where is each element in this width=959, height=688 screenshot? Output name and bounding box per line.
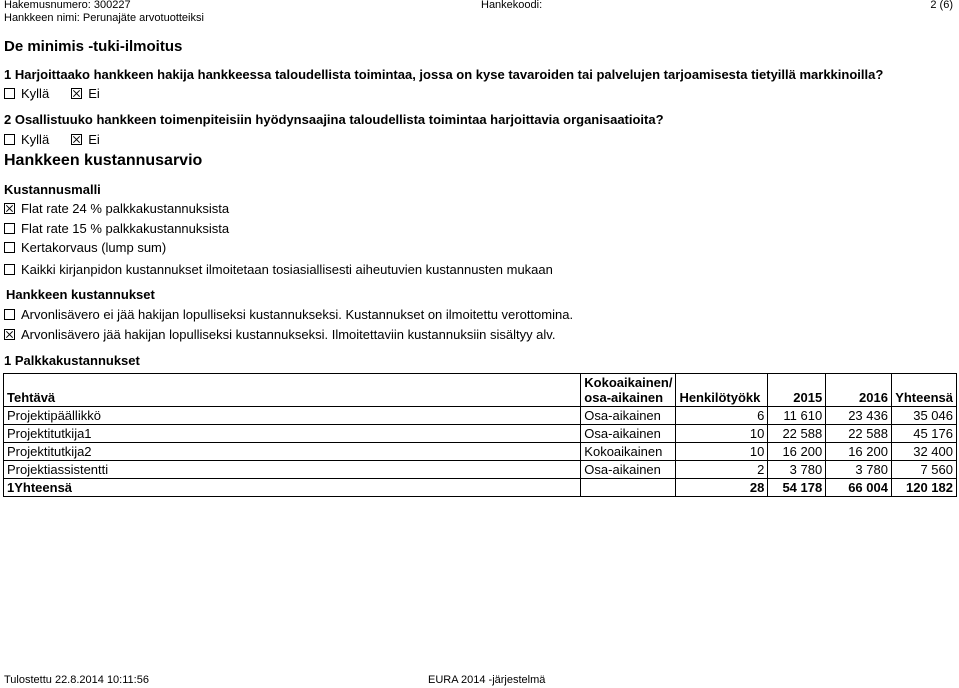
total-2016: 66 004 (826, 479, 892, 497)
cost-model-option[interactable] (4, 262, 553, 277)
cell-2015: 11 610 (768, 407, 826, 425)
cell-2016: 22 588 (826, 425, 892, 443)
cell-2016: 23 436 (826, 407, 892, 425)
vat-option[interactable] (4, 327, 555, 342)
checkbox-icon[interactable] (4, 242, 15, 253)
cell-2015: 3 780 (768, 461, 826, 479)
application-number: Hakemusnumero: 300227 (4, 0, 131, 11)
column-header-type-line2: osa-aikainen (584, 390, 664, 405)
table-row (4, 407, 957, 425)
table-total-row (4, 479, 957, 497)
column-header-person-months: Henkilötyökk (676, 374, 768, 407)
cost-model-option-label: Flat rate 15 % palkkakustannuksista (21, 221, 230, 236)
cell-total: 32 400 (891, 443, 956, 461)
table-row (4, 461, 957, 479)
deminimis-question-1: 1 Harjoittaako hankkeen hakija hankkeessa taloudellista toimintaa, jossa on kyse tavaroiden tai palvelujen tarjoamisesta tietyillä markkinoilla? (4, 67, 884, 82)
checkbox-icon[interactable] (4, 88, 15, 99)
column-header-2015: 2015 (768, 374, 826, 407)
column-header-2016: 2016 (826, 374, 892, 407)
column-header-employment-type (581, 374, 676, 407)
deminimis-title: De minimis -tuki-ilmoitus (4, 38, 183, 55)
total-2015: 54 178 (768, 479, 826, 497)
cell-months: 10 (676, 425, 768, 443)
cell-2015: 22 588 (768, 425, 826, 443)
vat-option-label: Arvonlisävero ei jää hakijan lopulliseksi kustannukseksi. Kustannukset on ilmoitettu verottomina. (21, 307, 574, 322)
cell-type: Osa-aikainen (581, 425, 676, 443)
checkbox-icon[interactable] (71, 134, 82, 145)
question-1-no-label: Ei (88, 86, 100, 101)
deminimis-question-2: 2 Osallistuuko hankkeen toimenpiteisiin hyödynsaajina taloudellista toimintaa harjoittavia organisaatioita? (4, 112, 664, 127)
question-2-no[interactable] (71, 132, 100, 147)
checkbox-icon[interactable] (4, 134, 15, 145)
total-sum: 120 182 (891, 479, 956, 497)
table-header-row (4, 374, 957, 407)
cell-task: Projektiassistentti (4, 461, 581, 479)
vat-option-label: Arvonlisävero jää hakijan lopulliseksi kustannukseksi. Ilmoitettaviin kustannuksiin sisältyy alv. (21, 327, 556, 342)
project-costs-heading: Hankkeen kustannukset (6, 287, 155, 302)
cell-type: Kokoaikainen (581, 443, 676, 461)
cell-task: Projektipäällikkö (4, 407, 581, 425)
total-months: 28 (676, 479, 768, 497)
cell-type: Osa-aikainen (581, 461, 676, 479)
cell-2016: 16 200 (826, 443, 892, 461)
total-label: 1Yhteensä (4, 479, 581, 497)
cell-2015: 16 200 (768, 443, 826, 461)
table-row (4, 425, 957, 443)
question-1-yes[interactable] (4, 86, 49, 101)
cost-model-option[interactable] (4, 240, 166, 255)
cost-model-option[interactable] (4, 221, 229, 236)
column-header-task: Tehtävä (4, 374, 581, 407)
question-2-no-label: Ei (88, 132, 100, 147)
question-1-answers (4, 86, 122, 101)
cost-model-option-label: Flat rate 24 % palkkakustannuksista (21, 201, 230, 216)
checkbox-icon[interactable] (71, 88, 82, 99)
column-header-type-line1: Kokoaikainen/ (584, 375, 673, 390)
cell-total: 7 560 (891, 461, 956, 479)
checkbox-icon[interactable] (4, 309, 15, 320)
cell-type: Osa-aikainen (581, 407, 676, 425)
cell-task: Projektitutkija1 (4, 425, 581, 443)
project-code: Hankekoodi: (481, 0, 543, 11)
question-1-yes-label: Kyllä (21, 86, 50, 101)
salary-costs-table (3, 373, 957, 497)
checkbox-icon[interactable] (4, 203, 15, 214)
cell-total: 35 046 (891, 407, 956, 425)
cell-months: 2 (676, 461, 768, 479)
vat-option[interactable] (4, 307, 573, 322)
total-type (581, 479, 676, 497)
question-2-answers (4, 132, 122, 147)
cost-model-option[interactable] (4, 201, 229, 216)
cost-model-option-label: Kaikki kirjanpidon kustannukset ilmoitetaan tosiasiallisesti aiheutuvien kustannusten mukaan (21, 262, 553, 277)
cell-2016: 3 780 (826, 461, 892, 479)
cost-model-option-label: Kertakorvaus (lump sum) (21, 240, 167, 255)
checkbox-icon[interactable] (4, 223, 15, 234)
question-2-yes[interactable] (4, 132, 49, 147)
column-header-total: Yhteensä (891, 374, 956, 407)
checkbox-icon[interactable] (4, 264, 15, 275)
question-1-no[interactable] (71, 86, 100, 101)
system-name: EURA 2014 -järjestelmä (428, 674, 546, 686)
checkbox-icon[interactable] (4, 329, 15, 340)
cell-months: 10 (676, 443, 768, 461)
estimate-title: Hankkeen kustannusarvio (4, 152, 203, 169)
table-row (4, 443, 957, 461)
question-2-yes-label: Kyllä (21, 132, 50, 147)
cell-total: 45 176 (891, 425, 956, 443)
cell-task: Projektitutkija2 (4, 443, 581, 461)
page-number: 2 (6) (930, 0, 953, 11)
salary-costs-heading: 1 Palkkakustannukset (4, 353, 140, 368)
cell-months: 6 (676, 407, 768, 425)
print-timestamp: Tulostettu 22.8.2014 10:11:56 (4, 674, 149, 686)
cost-model-heading: Kustannusmalli (4, 182, 101, 197)
project-name: Hankkeen nimi: Perunajäte arvotuotteiksi (4, 12, 204, 24)
